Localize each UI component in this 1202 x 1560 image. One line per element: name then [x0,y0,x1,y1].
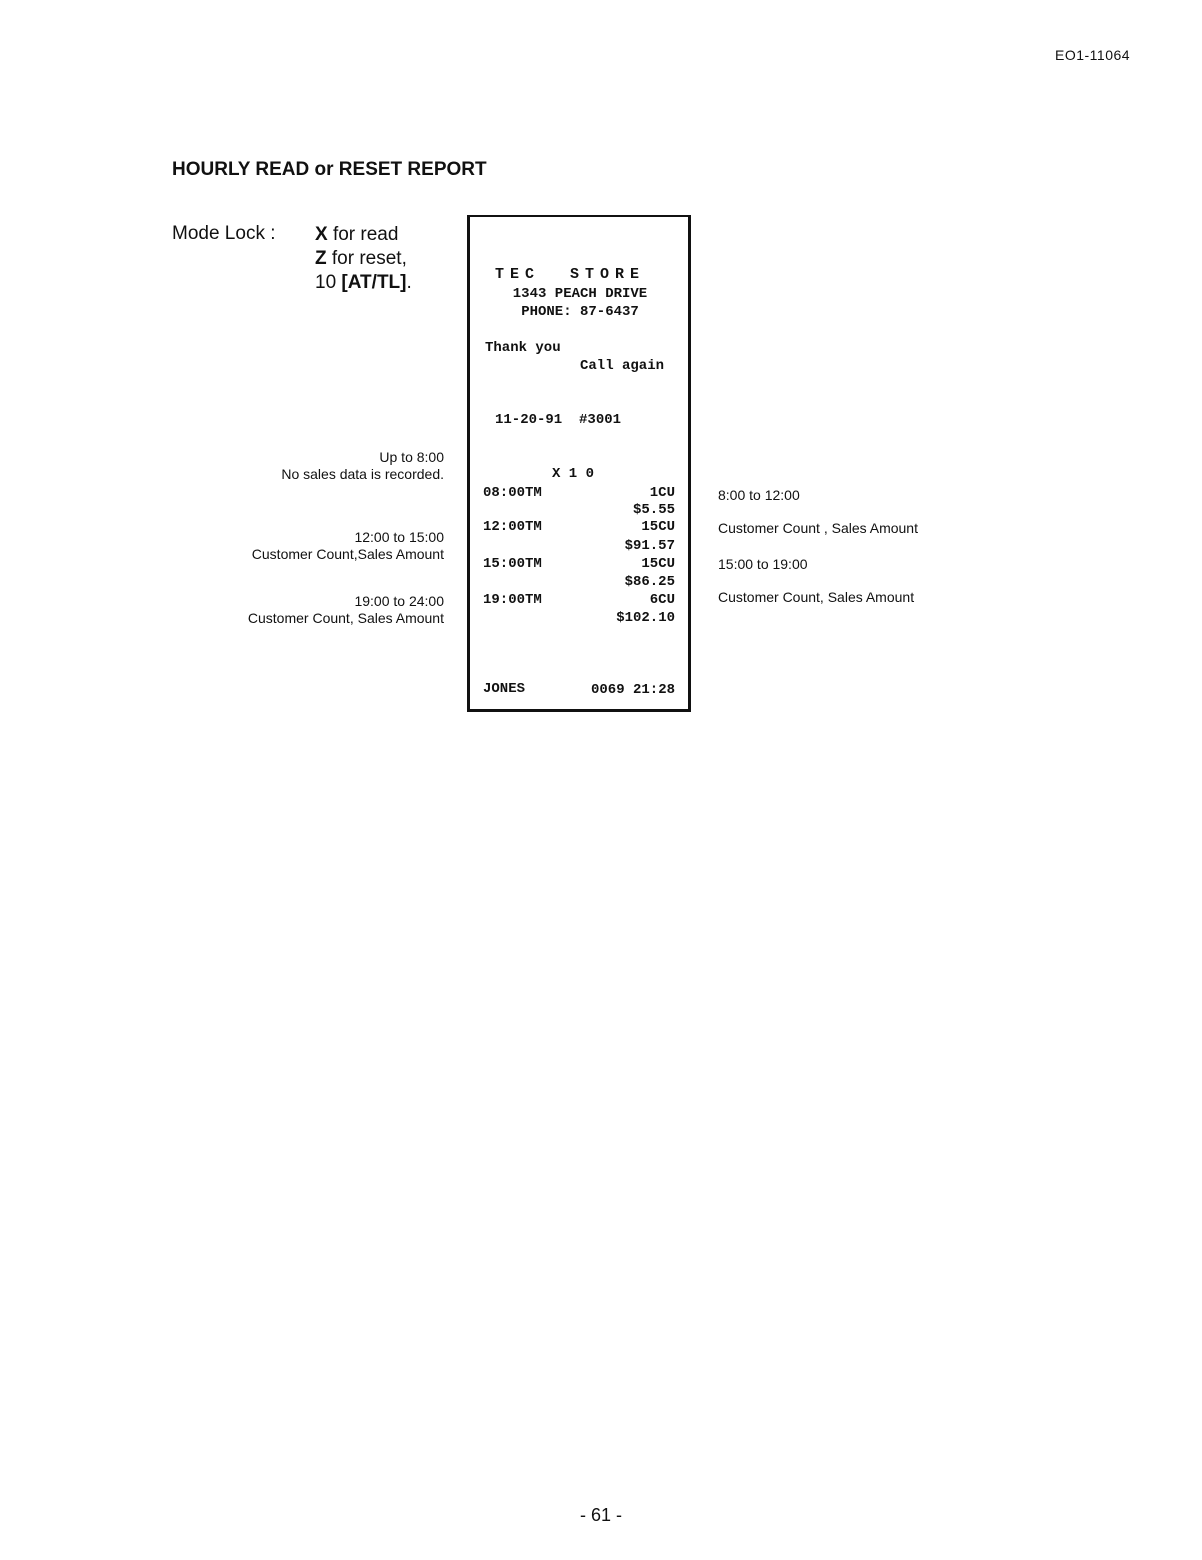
receipt-row-time: 15:00TM [483,556,542,572]
receipt-row-count: 15CU [641,519,675,535]
receipt-row-count: 1CU [649,485,675,501]
mode-lock-label: Mode Lock : [172,223,276,244]
page-number: - 61 - [579,1505,622,1525]
receipt-row-amount: $102.10 [616,610,675,626]
reset-key: Z [315,248,327,269]
annotation-15-to-19: 15:00 to 19:00 [718,556,808,572]
receipt-row-count: 15CU [641,556,675,572]
receipt-report-code: X 1 0 [552,466,595,482]
receipt-row-count: 6CU [649,592,675,608]
receipt-operator: JONES [483,681,526,697]
mode-lock-instructions [315,223,412,295]
read-text: for read [327,224,399,245]
at-tl-key: [AT/TL] [341,272,407,293]
mode-lock-reset-line [315,247,412,271]
receipt-date-line: 11-20-91 #3001 [495,412,622,428]
receipt-store-name: TEC STORE [495,266,646,283]
mode-lock-read-line [315,223,412,247]
receipt-row-amount: $5.55 [632,502,675,518]
receipt-footer-code: 0069 21:28 [590,682,675,698]
receipt-row-amount: $91.57 [624,538,675,554]
receipt-row-time: 12:00TM [483,519,542,535]
receipt-row-time: 08:00TM [483,485,542,501]
reset-text: for reset, [326,248,407,269]
receipt-row-amount: $86.25 [624,574,675,590]
annotation-12-to-15 [252,529,444,563]
annotation-19-to-24 [248,593,444,627]
annotation-time: Up to 8:00 [379,449,444,465]
annotation-desc: No sales data is recorded. [281,466,444,482]
annotation-time: 12:00 to 15:00 [354,529,444,545]
receipt-row-time: 19:00TM [483,592,542,608]
annotation-desc: Customer Count, Sales Amount [247,610,444,626]
receipt-thank-you: Thank you [485,340,561,356]
read-key: X [315,224,328,245]
key-prefix: 10 [315,272,342,293]
annotation-8-to-12: 8:00 to 12:00 [718,487,800,503]
receipt-address: 1343 PEACH DRIVE [512,286,648,302]
annotation-15-to-19-desc: Customer Count, Sales Amount [718,589,915,605]
receipt-call-again: Call again [580,358,665,374]
annotation-8-to-12-desc: Customer Count , Sales Amount [718,520,918,536]
page-title: HOURLY READ or RESET REPORT [172,159,487,180]
annotation-up-to-8 [281,449,444,483]
annotation-time: 19:00 to 24:00 [354,593,444,609]
key-suffix: . [406,272,412,293]
mode-lock-key-line [315,271,412,295]
receipt-phone: PHONE: 87-6437 [521,304,639,320]
document-id: EO1-11064 [1055,47,1131,63]
annotation-desc: Customer Count,Sales Amount [251,546,444,562]
